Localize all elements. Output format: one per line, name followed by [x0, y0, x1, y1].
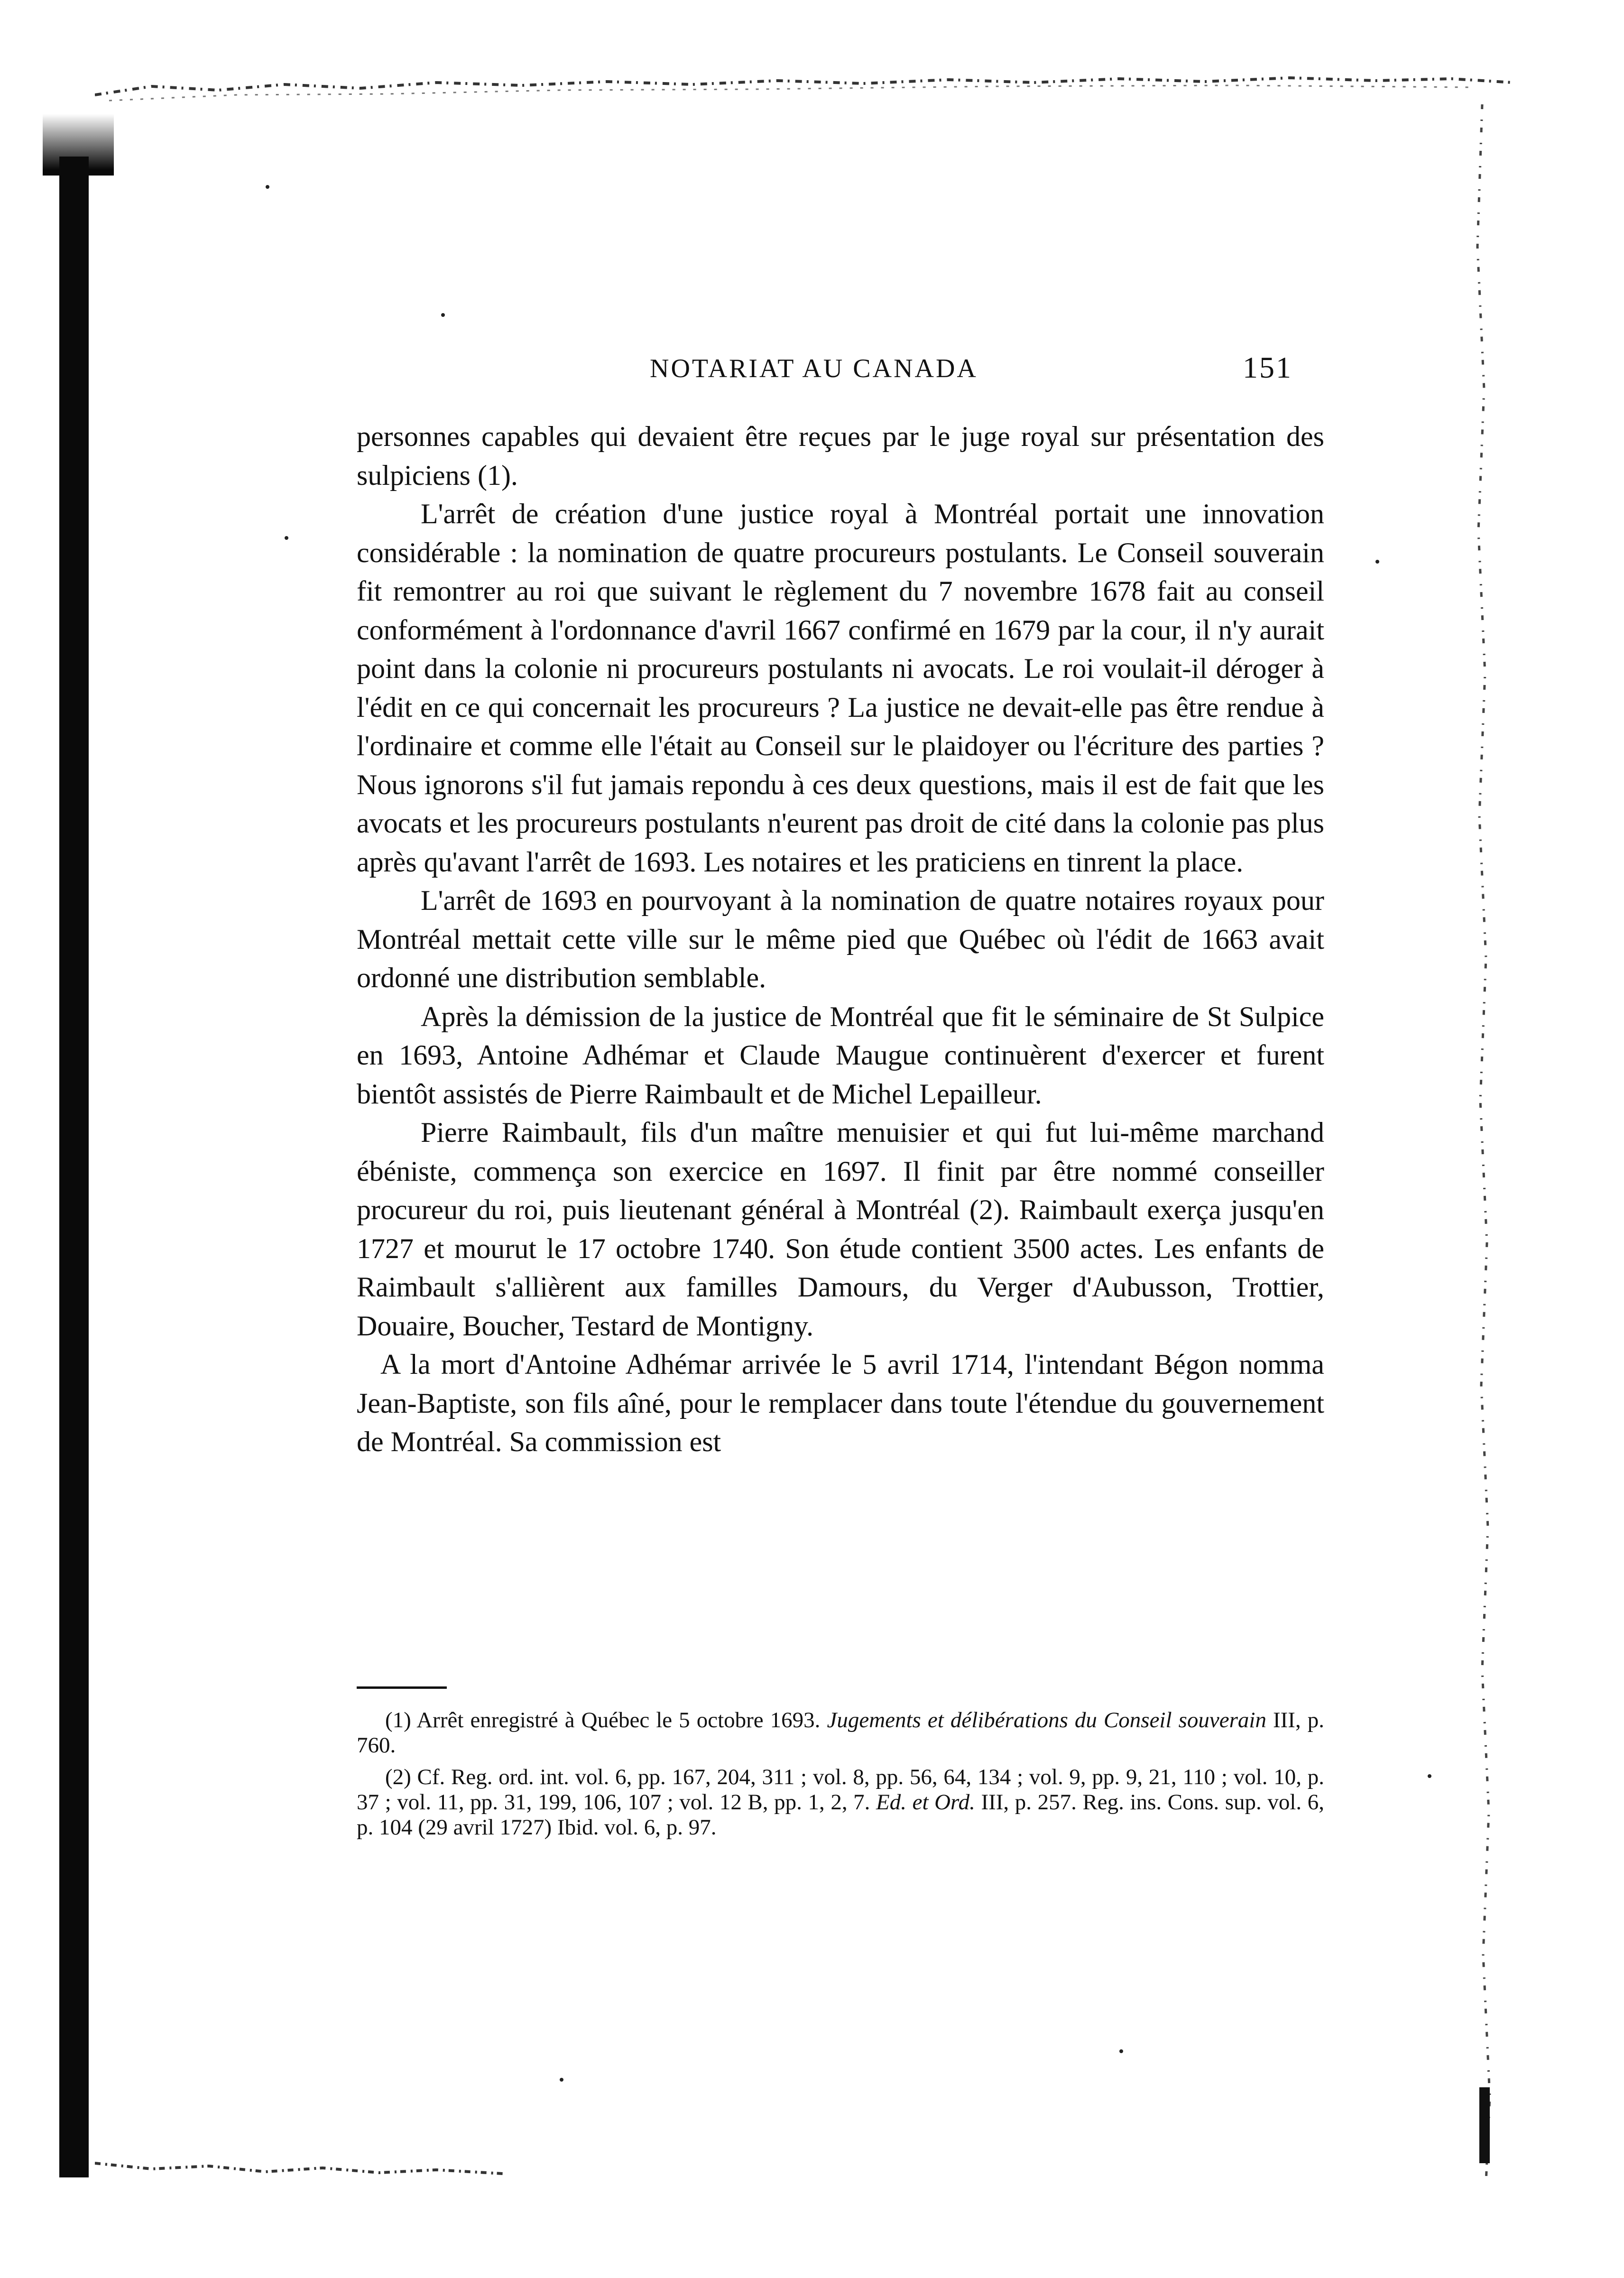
footnote-1-italic: Jugements et délibérations du Conseil souverain — [827, 1708, 1266, 1732]
binding-edge — [59, 157, 89, 2177]
page-edge-top-noise — [95, 76, 1513, 109]
footnote-2-text: (2) Cf. Reg. ord. int. vol. 6, pp. 167, 204, 311 ; vol. 8, pp. 56, 64, 134 ; vol. 9, pp. 9, 21, 110 ; vol. 10, p. 37 ; vol. 11, pp. 31, 199, 106, 107 ; vol. 12 B, pp. 1, 2, 7. — [357, 1765, 1324, 1815]
page-edge-bottom-noise — [95, 2144, 522, 2182]
footnote-1-text-end: III, p. 760. — [357, 1708, 1324, 1758]
footnote-1 — [357, 1708, 1324, 1758]
running-head: NOTARIAT AU CANADA — [650, 354, 978, 383]
footnote-2 — [357, 1765, 1324, 1840]
paragraph: L'arrêt de création d'une justice royal à Montréal portait une innovation considérable : la nomination de quatre procureurs postulants. Le Conseil souverain fit remontrer au roi que suivant le règlement du 7 novembre 1678 fait au conseil conformément à l'ordonnance d'avril 1667 confirmé en 1679 par la cour, il n'y aurait point dans la colonie ni procureurs postulants ni avocats. Le roi voulait-il déroger à l'édit en ce qui concernait les procureurs ? La justice ne devait-elle pas être rendue à l'ordinaire et comme elle l'était au Conseil sur le plaidoyer ou l'écriture des parties ? Nous ignorons s'il fut jamais repondu à ces deux questions, mais il est de fait que les avocats et les procureurs postulants n'eurent pas droit de cité dans la colonie pas plus après qu'avant l'arrêt de 1693. Les notaires et les praticiens en tinrent la place. — [357, 498, 1324, 878]
dust-speck — [441, 313, 445, 317]
dust-speck — [1428, 1774, 1431, 1778]
page-edge-right-noise — [1463, 104, 1496, 2182]
footnote-2-italic: Ed. et Ord. — [876, 1790, 975, 1815]
paragraph: Après la démission de la justice de Montréal que fit le séminaire de St Sulpice en 1693, Antoine Adhémar et Claude Maugue continuèrent d'exercer et furent bientôt assistés de Pierre Raimbault et de Michel Lepailleur. — [357, 1000, 1324, 1110]
dust-speck — [285, 536, 288, 540]
dust-speck — [1119, 2049, 1123, 2053]
dust-speck — [560, 2078, 563, 2082]
paragraph: personnes capables qui devaient être reçues par le juge royal sur présentation des sulpiciens (1). — [357, 421, 1324, 491]
paragraph: Pierre Raimbault, fils d'un maître menuisier et qui fut lui-même marchand ébéniste, commença son exercice en 1697. Il finit par être nommé conseiller procureur du roi, puis lieutenant général à Montréal (2). Raimbault exerça jusqu'en 1727 et mourut le 17 octobre 1740. Son étude contient 3500 actes. Les enfants de Raimbault s'allièrent aux familles Damours, du Verger d'Aubusson, Trottier, Douaire, Boucher, Testard de Montigny. — [357, 1117, 1324, 1342]
body-text — [357, 417, 1324, 1462]
dust-speck — [266, 185, 269, 189]
footnotes — [357, 1708, 1324, 1847]
footnote-1-text: (1) Arrêt enregistré à Québec le 5 octobre 1693. — [385, 1708, 827, 1732]
paragraph: A la mort d'Antoine Adhémar arrivée le 5 avril 1714, l'intendant Bégon nomma Jean-Baptiste, son fils aîné, pour le remplacer dans toute l'étendue du gouvernement de Montréal. Sa commission est — [357, 1349, 1324, 1457]
footnote-rule — [357, 1686, 447, 1689]
paragraph: L'arrêt de 1693 en pourvoyant à la nomination de quatre notaires royaux pour Montréal mettait cette ville sur le même pied que Québec où l'édit de 1663 avait ordonné une distribution semblable. — [357, 885, 1324, 993]
footnote-2-text-end: III, p. 257. Reg. ins. Cons. sup. vol. 6, p. 104 (29 avril 1727) Ibid. vol. 6, p. 97. — [357, 1790, 1325, 1840]
dust-speck — [1375, 560, 1379, 564]
page-number: 151 — [1243, 351, 1292, 384]
